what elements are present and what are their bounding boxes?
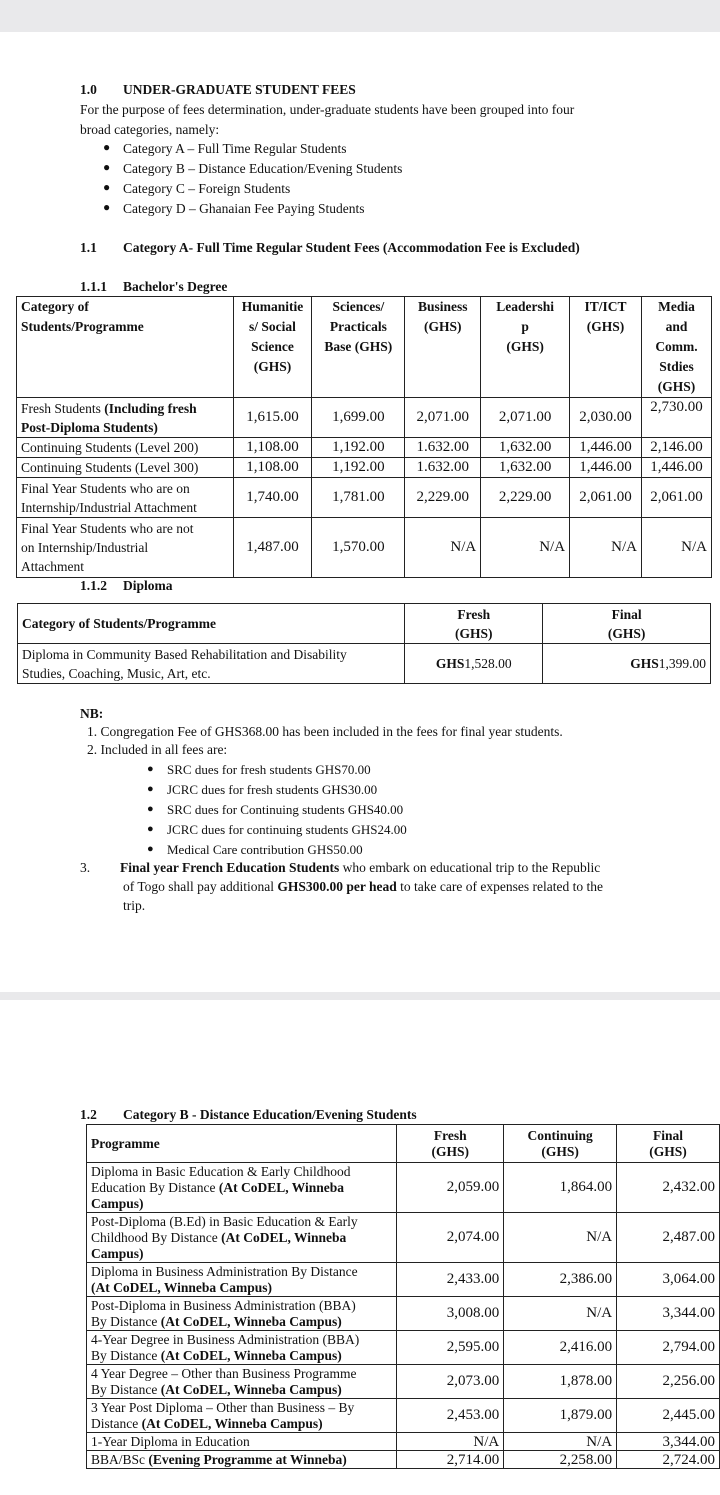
programme-label-bold: (At CoDEL, Winneba Campus) bbox=[160, 1381, 342, 1397]
bullet-icon: ● bbox=[147, 803, 154, 815]
row-label-bold: (Including fresh bbox=[104, 400, 197, 416]
header-label: (GHS) bbox=[607, 625, 646, 641]
dues-item: Medical Care contribution GHS50.00 bbox=[167, 842, 363, 857]
programme-label-bold: Campus) bbox=[91, 1245, 144, 1261]
header-category-cell: Category of Students/Programme bbox=[18, 604, 405, 644]
nb-item-3-line2 bbox=[123, 877, 603, 897]
dues-item: JCRC dues for fresh students GHS30.00 bbox=[167, 782, 378, 797]
row-label-bold: Post-Diploma Students) bbox=[21, 419, 158, 435]
fee-cell: 1,699.00 bbox=[312, 398, 405, 438]
table-row bbox=[87, 1365, 720, 1399]
section-1-0-number: 1.0 bbox=[80, 82, 97, 97]
programme-label: Distance bbox=[91, 1415, 142, 1431]
row-label: Diploma in Community Based Rehabilitation and Disability bbox=[22, 646, 347, 662]
fee-cell: N/A bbox=[481, 518, 570, 578]
fee-cell: 1,632.00 bbox=[481, 438, 570, 458]
table-row bbox=[87, 1451, 720, 1469]
fee-cell: 2,256.00 bbox=[617, 1365, 720, 1399]
programme-label: Post-Diploma (B.Ed) in Basic Education & Early bbox=[91, 1213, 358, 1229]
fee-cell: 2,433.00 bbox=[397, 1263, 504, 1297]
fee-cell: N/A bbox=[405, 518, 481, 578]
table-row bbox=[17, 398, 712, 438]
nb-item-3-number: 3. bbox=[80, 860, 91, 875]
table-row bbox=[18, 644, 711, 684]
header-label: Fresh bbox=[457, 606, 491, 622]
dues-item: SRC dues for fresh students GHS70.00 bbox=[167, 762, 371, 777]
bullet-icon: ● bbox=[147, 843, 154, 855]
fee-cell: N/A bbox=[642, 518, 712, 578]
row-label-cell bbox=[17, 398, 234, 438]
fee-cell: 1,446.00 bbox=[570, 458, 642, 478]
body-text: who embark on educational trip to the Republic bbox=[339, 860, 601, 875]
row-label: Final Year Students who are on bbox=[21, 480, 190, 496]
category-list-item: Category B – Distance Education/Evening Students bbox=[123, 161, 403, 176]
fee-cell: 2,730.00 bbox=[642, 398, 712, 438]
section-1-1-1-title: Bachelor's Degree bbox=[123, 279, 228, 294]
bullet-icon: ● bbox=[103, 180, 111, 194]
header-label: Category of bbox=[21, 299, 89, 314]
fee-cell bbox=[405, 644, 543, 684]
fee-cell: N/A bbox=[504, 1297, 617, 1331]
fee-cell: 2,432.00 bbox=[617, 1163, 720, 1213]
emphasis-text: Final year French Education Students bbox=[120, 860, 340, 875]
body-text: of Togo shall pay additional bbox=[123, 879, 278, 894]
section-1-2-number: 1.2 bbox=[80, 1107, 97, 1122]
programme-label: Education By Distance bbox=[91, 1179, 219, 1195]
row-label-cell bbox=[18, 644, 405, 684]
programme-cell bbox=[87, 1297, 397, 1331]
programme-label: 4-Year Degree in Business Administration (BBA) bbox=[91, 1331, 360, 1347]
header-humanities-cell bbox=[233, 297, 312, 398]
programme-cell bbox=[87, 1331, 397, 1365]
header-label: s/ Social bbox=[249, 319, 296, 334]
fee-cell: 1,108.00 bbox=[233, 438, 312, 458]
programme-label: Post-Diploma in Business Administration (BBA) bbox=[91, 1297, 356, 1313]
programme-label-bold: (Evening Programme at Winneba) bbox=[148, 1451, 347, 1467]
section-1-2-title: Category B - Distance Education/Evening Students bbox=[123, 1107, 417, 1122]
row-label: Attachment bbox=[21, 559, 84, 574]
row-label: Final Year Students who are not bbox=[21, 521, 194, 536]
header-label: (GHS) bbox=[506, 339, 544, 354]
programme-cell bbox=[87, 1365, 397, 1399]
programme-label: BBA/BSc bbox=[91, 1451, 149, 1467]
programme-label: By Distance bbox=[91, 1381, 161, 1397]
programme-label: 4 Year Degree – Other than Business Programme bbox=[91, 1365, 357, 1381]
header-label: (GHS) bbox=[541, 1143, 579, 1159]
fee-cell: 1.632.00 bbox=[405, 438, 481, 458]
fee-cell: 2,061.00 bbox=[642, 478, 712, 518]
bullet-icon: ● bbox=[147, 823, 154, 835]
table-row bbox=[87, 1163, 720, 1213]
header-itict-cell bbox=[570, 297, 642, 398]
fee-cell: 2,229.00 bbox=[481, 478, 570, 518]
fee-cell: 2,059.00 bbox=[397, 1163, 504, 1213]
document-page-1 bbox=[0, 32, 720, 992]
programme-label: By Distance bbox=[91, 1313, 161, 1329]
header-label: (GHS) bbox=[649, 1143, 687, 1159]
table-row bbox=[87, 1331, 720, 1365]
fee-cell: 1,108.00 bbox=[233, 458, 312, 478]
header-label: Practicals bbox=[329, 319, 387, 334]
diploma-header-row bbox=[18, 604, 711, 644]
fee-cell: 2,595.00 bbox=[397, 1331, 504, 1365]
body-text: to take care of expenses related to the bbox=[396, 879, 603, 894]
fee-cell: 1,487.00 bbox=[233, 518, 312, 578]
fee-cell: 3,064.00 bbox=[617, 1263, 720, 1297]
programme-label: By Distance bbox=[91, 1347, 161, 1363]
programme-cell bbox=[87, 1163, 397, 1213]
bachelor-fees-table bbox=[16, 296, 712, 578]
header-sciences-cell bbox=[312, 297, 405, 398]
table-row bbox=[87, 1263, 720, 1297]
header-label: Stdies bbox=[659, 359, 694, 374]
header-label: Business bbox=[417, 299, 468, 314]
fee-cell: 2,030.00 bbox=[570, 398, 642, 438]
nb-item-1: 1. Congregation Fee of GHS368.00 has been included in the fees for final year students. bbox=[87, 724, 563, 739]
category-b-fees-table bbox=[86, 1124, 720, 1469]
header-final-cell bbox=[543, 604, 711, 644]
header-label: (GHS) bbox=[657, 379, 696, 394]
programme-cell bbox=[87, 1213, 397, 1263]
header-label: Fresh bbox=[433, 1127, 467, 1143]
fee-cell: 1,446.00 bbox=[642, 458, 712, 478]
bullet-icon: ● bbox=[147, 783, 154, 795]
fee-cell: 1,192.00 bbox=[312, 438, 405, 458]
fee-cell: 2,445.00 bbox=[617, 1399, 720, 1433]
table-row bbox=[87, 1433, 720, 1451]
header-label: Final bbox=[653, 1127, 684, 1143]
fee-cell: 2,146.00 bbox=[642, 438, 712, 458]
programme-cell bbox=[87, 1263, 397, 1297]
section-1-1-2-title: Diploma bbox=[123, 578, 173, 593]
header-label: Media and bbox=[658, 299, 695, 334]
fee-cell: 1,192.00 bbox=[312, 458, 405, 478]
fee-cell: 1,615.00 bbox=[233, 398, 312, 438]
header-label: Science bbox=[251, 339, 294, 354]
programme-cell bbox=[87, 1451, 397, 1469]
dues-item: JCRC dues for continuing students GHS24.00 bbox=[167, 822, 407, 837]
fee-cell: 2,258.00 bbox=[504, 1451, 617, 1469]
section-1-1-1-number: 1.1.1 bbox=[80, 279, 107, 294]
currency-label: GHS bbox=[435, 655, 465, 671]
row-label-cell bbox=[17, 518, 234, 578]
emphasis-text: GHS300.00 per head bbox=[277, 879, 397, 894]
fee-cell: 2,794.00 bbox=[617, 1331, 720, 1365]
header-label: Comm. bbox=[655, 339, 698, 354]
nb-item-2: 2. Included in all fees are: bbox=[87, 742, 228, 757]
fee-cell: N/A bbox=[504, 1433, 617, 1451]
header-label: p bbox=[521, 319, 529, 334]
category-list-item: Category A – Full Time Regular Students bbox=[123, 141, 347, 156]
header-category-cell bbox=[17, 297, 234, 398]
fee-cell: 2,487.00 bbox=[617, 1213, 720, 1263]
fee-cell: 2,229.00 bbox=[405, 478, 481, 518]
programme-label: 3 Year Post Diploma – Other than Business – By bbox=[91, 1399, 355, 1415]
programme-label-bold: (At CoDEL, Winneba Campus) bbox=[160, 1313, 342, 1329]
section-1-1-2-number: 1.1.2 bbox=[80, 578, 107, 593]
section-1-0-intro-line2: broad categories, namely: bbox=[80, 122, 220, 137]
section-1-1-number: 1.1 bbox=[80, 240, 97, 255]
row-label: Fresh Students bbox=[21, 400, 105, 416]
header-label: Humanitie bbox=[241, 299, 304, 314]
section-1-0-title: UNDER-GRADUATE STUDENT FEES bbox=[123, 82, 356, 97]
diploma-fees-table bbox=[17, 603, 711, 684]
bullet-icon: ● bbox=[103, 140, 111, 154]
nb-item-3-line3: trip. bbox=[123, 898, 146, 913]
category-b-header-row bbox=[87, 1125, 720, 1163]
header-leadership-cell bbox=[481, 297, 570, 398]
fee-cell: 2,073.00 bbox=[397, 1365, 504, 1399]
nb-item-3-line1 bbox=[120, 858, 600, 878]
header-label: (GHS) bbox=[431, 1143, 470, 1159]
programme-label-bold: (At CoDEL, Winneba bbox=[218, 1179, 344, 1195]
programme-label-bold: (At CoDEL, Winneba Campus) bbox=[160, 1347, 342, 1363]
fee-cell: 1,632.00 bbox=[481, 458, 570, 478]
fee-cell: 3,344.00 bbox=[617, 1433, 720, 1451]
header-fresh-cell bbox=[397, 1125, 504, 1163]
fee-value: 1,528.00 bbox=[464, 655, 512, 671]
fee-cell: 2,416.00 bbox=[504, 1331, 617, 1365]
header-label: Leadershi bbox=[496, 299, 555, 314]
fee-cell: 1,781.00 bbox=[312, 478, 405, 518]
table-row bbox=[17, 478, 712, 518]
table-row bbox=[87, 1297, 720, 1331]
fee-cell: 2,724.00 bbox=[617, 1451, 720, 1469]
header-label: Base (GHS) bbox=[324, 339, 393, 354]
bullet-icon: ● bbox=[147, 763, 154, 775]
bachelor-header-row bbox=[17, 297, 712, 398]
header-label: Final bbox=[611, 606, 642, 622]
row-label-cell bbox=[17, 478, 234, 518]
table-row bbox=[17, 518, 712, 578]
row-label: Studies, Coaching, Music, Art, etc. bbox=[22, 665, 211, 681]
section-1-1-title: Category A- Full Time Regular Student Fees (Accommodation Fee is Excluded) bbox=[123, 240, 580, 255]
category-list-item: Category D – Ghanaian Fee Paying Students bbox=[123, 201, 365, 216]
fee-cell: 1,570.00 bbox=[312, 518, 405, 578]
header-label: Continuing bbox=[527, 1127, 593, 1143]
programme-cell bbox=[87, 1399, 397, 1433]
currency-label: GHS bbox=[630, 655, 659, 671]
fee-cell: 2,453.00 bbox=[397, 1399, 504, 1433]
header-final-cell bbox=[617, 1125, 720, 1163]
document-page-2 bbox=[0, 1000, 720, 1495]
header-business-cell bbox=[405, 297, 481, 398]
fee-cell: 2,714.00 bbox=[397, 1451, 504, 1469]
fee-cell: 1,740.00 bbox=[233, 478, 312, 518]
programme-label-bold: Campus) bbox=[91, 1195, 144, 1211]
programme-label: Diploma in Basic Education & Early Childhood bbox=[91, 1163, 351, 1179]
fee-cell: 1,864.00 bbox=[504, 1163, 617, 1213]
header-fresh-cell bbox=[405, 604, 543, 644]
dues-item: SRC dues for Continuing students GHS40.00 bbox=[167, 802, 404, 817]
programme-label: Childhood By Distance bbox=[91, 1229, 222, 1245]
fee-cell: 3,344.00 bbox=[617, 1297, 720, 1331]
bullet-icon: ● bbox=[103, 200, 111, 214]
fee-value: 1,399.00 bbox=[658, 655, 706, 671]
fee-cell bbox=[543, 644, 711, 684]
table-row bbox=[87, 1213, 720, 1263]
fee-cell: N/A bbox=[570, 518, 642, 578]
header-label: (GHS) bbox=[455, 625, 493, 641]
fee-cell: N/A bbox=[504, 1213, 617, 1263]
row-label: on Internship/Industrial bbox=[21, 540, 149, 555]
fee-cell: 1,446.00 bbox=[570, 438, 642, 458]
fee-cell: 2,071.00 bbox=[481, 398, 570, 438]
header-media-cell bbox=[642, 297, 712, 398]
fee-cell: 1.632.00 bbox=[405, 458, 481, 478]
fee-cell: 2,386.00 bbox=[504, 1263, 617, 1297]
fee-cell: N/A bbox=[397, 1433, 504, 1451]
category-list-item: Category C – Foreign Students bbox=[123, 181, 291, 196]
row-label-cell: Continuing Students (Level 300) bbox=[17, 458, 234, 478]
header-label: (GHS) bbox=[253, 359, 292, 374]
header-programme-cell: Programme bbox=[87, 1125, 397, 1163]
programme-label-bold: (At CoDEL, Winneba bbox=[221, 1229, 347, 1245]
header-label: Sciences/ bbox=[332, 299, 385, 314]
programme-cell: 1-Year Diploma in Education bbox=[87, 1433, 397, 1451]
table-row bbox=[17, 438, 712, 458]
fee-cell: 2,074.00 bbox=[397, 1213, 504, 1263]
section-1-0-intro-line1: For the purpose of fees determination, under-graduate students have been grouped into four bbox=[80, 102, 575, 117]
fee-cell: 3,008.00 bbox=[397, 1297, 504, 1331]
row-label-cell: Continuing Students (Level 200) bbox=[17, 438, 234, 458]
row-label: Internship/Industrial Attachment bbox=[21, 499, 197, 515]
bullet-icon: ● bbox=[103, 160, 111, 174]
fee-cell: 1,879.00 bbox=[504, 1399, 617, 1433]
fee-cell: 2,071.00 bbox=[405, 398, 481, 438]
header-label: (GHS) bbox=[423, 319, 462, 334]
fee-cell: 1,878.00 bbox=[504, 1365, 617, 1399]
header-continuing-cell bbox=[504, 1125, 617, 1163]
header-label: Students/Programme bbox=[21, 319, 144, 334]
programme-label-bold: (At CoDEL, Winneba Campus) bbox=[91, 1279, 273, 1295]
table-row bbox=[17, 458, 712, 478]
nb-title: NB: bbox=[80, 706, 104, 721]
header-label: (GHS) bbox=[586, 319, 625, 334]
programme-label: Diploma in Business Administration By Distance bbox=[91, 1263, 358, 1279]
fee-cell: 2,061.00 bbox=[570, 478, 642, 518]
header-label: IT/ICT bbox=[584, 299, 627, 314]
programme-label-bold: (At CoDEL, Winneba Campus) bbox=[141, 1415, 323, 1431]
table-row bbox=[87, 1399, 720, 1433]
